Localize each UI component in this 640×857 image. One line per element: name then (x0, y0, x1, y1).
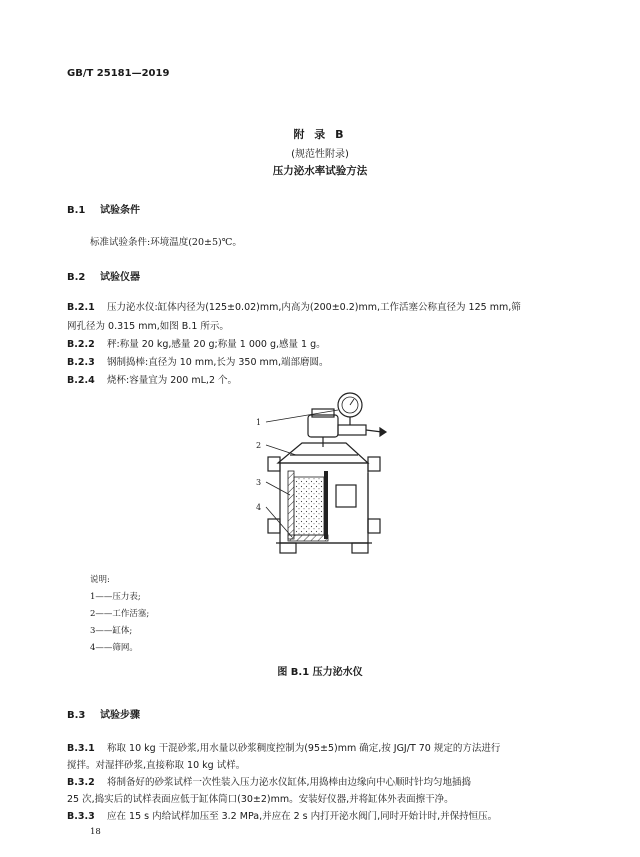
clause-text: 称取 10 kg 干混砂浆,用水量以砂浆稠度控制为(95±5)mm 确定,按 JGJ/T 70 规定的方法进行 (107, 743, 501, 754)
annex-name: 压力泌水率试验方法 (272, 165, 368, 177)
section-b1-heading (67, 201, 140, 216)
section-b2-heading (67, 268, 140, 283)
clause-number: B.3.3 (67, 811, 95, 822)
callout-label: 1 (256, 418, 262, 427)
clause-text: 钢制捣棒:直径为 10 mm,长为 350 mm,端部磨圆。 (107, 357, 329, 368)
clause-b3-2 (67, 774, 471, 788)
clause-number: B.3.1 (67, 743, 95, 754)
clause-b2-1 (67, 299, 521, 313)
annex-subtitle: (规范性附录) (291, 149, 349, 160)
legend-item: 1——压力表; (90, 592, 141, 602)
clause-b2-2 (67, 336, 326, 350)
clause-b3-2-continuation: 25 次,捣实后的试样表面应低于缸体筒口(30±2)mm。安装好仪器,并将缸体外表面擦干净。 (67, 794, 454, 805)
clause-b3-1 (67, 740, 500, 754)
section-title: 试验仪器 (100, 272, 140, 283)
clause-b2-3 (67, 354, 329, 368)
legend-item: 3——缸体; (90, 626, 133, 636)
clause-text: 将制备好的砂浆试样一次性装入压力泌水仪缸体,用捣棒由边缘向中心顺时针均匀地插捣 (107, 777, 472, 788)
section-number: B.1 (67, 205, 86, 216)
figure-caption: 图 B.1 压力泌水仪 (277, 667, 363, 678)
callout-label: 4 (256, 503, 262, 512)
section-title: 试验步骤 (100, 710, 140, 721)
mortar-sample (294, 477, 324, 535)
sieve-mesh (288, 535, 328, 541)
section-title: 试验条件 (100, 205, 140, 216)
callout-label: 2 (256, 441, 262, 450)
section-b3-heading (67, 706, 140, 721)
figure-legend (90, 572, 149, 657)
legend-title: 说明: (90, 575, 110, 585)
legend-item: 4——筛网。 (90, 643, 138, 653)
clause-b3-3 (67, 808, 497, 822)
clause-text: 烧杯:容量宜为 200 mL,2 个。 (107, 375, 238, 386)
standard-code: GB/T 25181—2019 (67, 68, 170, 79)
page-number: 18 (90, 827, 101, 837)
clause-b3-1-continuation: 搅拌。对湿拌砂浆,直接称取 10 kg 试样。 (67, 760, 246, 771)
clause-text: 应在 15 s 内给试样加压至 3.2 MPa,并应在 2 s 内打开泌水阀门,同时开始计时,并保持恒压。 (107, 811, 498, 822)
clause-number: B.2.2 (67, 339, 95, 350)
clause-text: 秤:称量 20 kg,感量 20 g;称量 1 000 g,感量 1 g。 (107, 339, 326, 350)
clause-text: 压力泌水仪:缸体内径为(125±0.02)mm,内高为(200±0.2)mm,工作活塞公称直径为 125 mm,筛 (107, 302, 521, 313)
clause-number: B.2.3 (67, 357, 95, 368)
clause-b2-1-continuation: 网孔径为 0.315 mm,如图 B.1 所示。 (67, 321, 229, 332)
callout-label: 3 (256, 478, 262, 487)
section-number: B.3 (67, 710, 86, 721)
clause-b2-4 (67, 372, 237, 386)
annex-title: 附 录 B (293, 128, 347, 141)
pressure-bleeding-apparatus-drawing (240, 385, 400, 565)
section-number: B.2 (67, 272, 86, 283)
clause-number: B.2.1 (67, 302, 95, 313)
b1-text: 标准试验条件:环境温度(20±5)℃。 (90, 237, 242, 248)
legend-item: 2——工作活塞; (90, 609, 150, 619)
clause-number: B.3.2 (67, 777, 95, 788)
clause-number: B.2.4 (67, 375, 95, 386)
